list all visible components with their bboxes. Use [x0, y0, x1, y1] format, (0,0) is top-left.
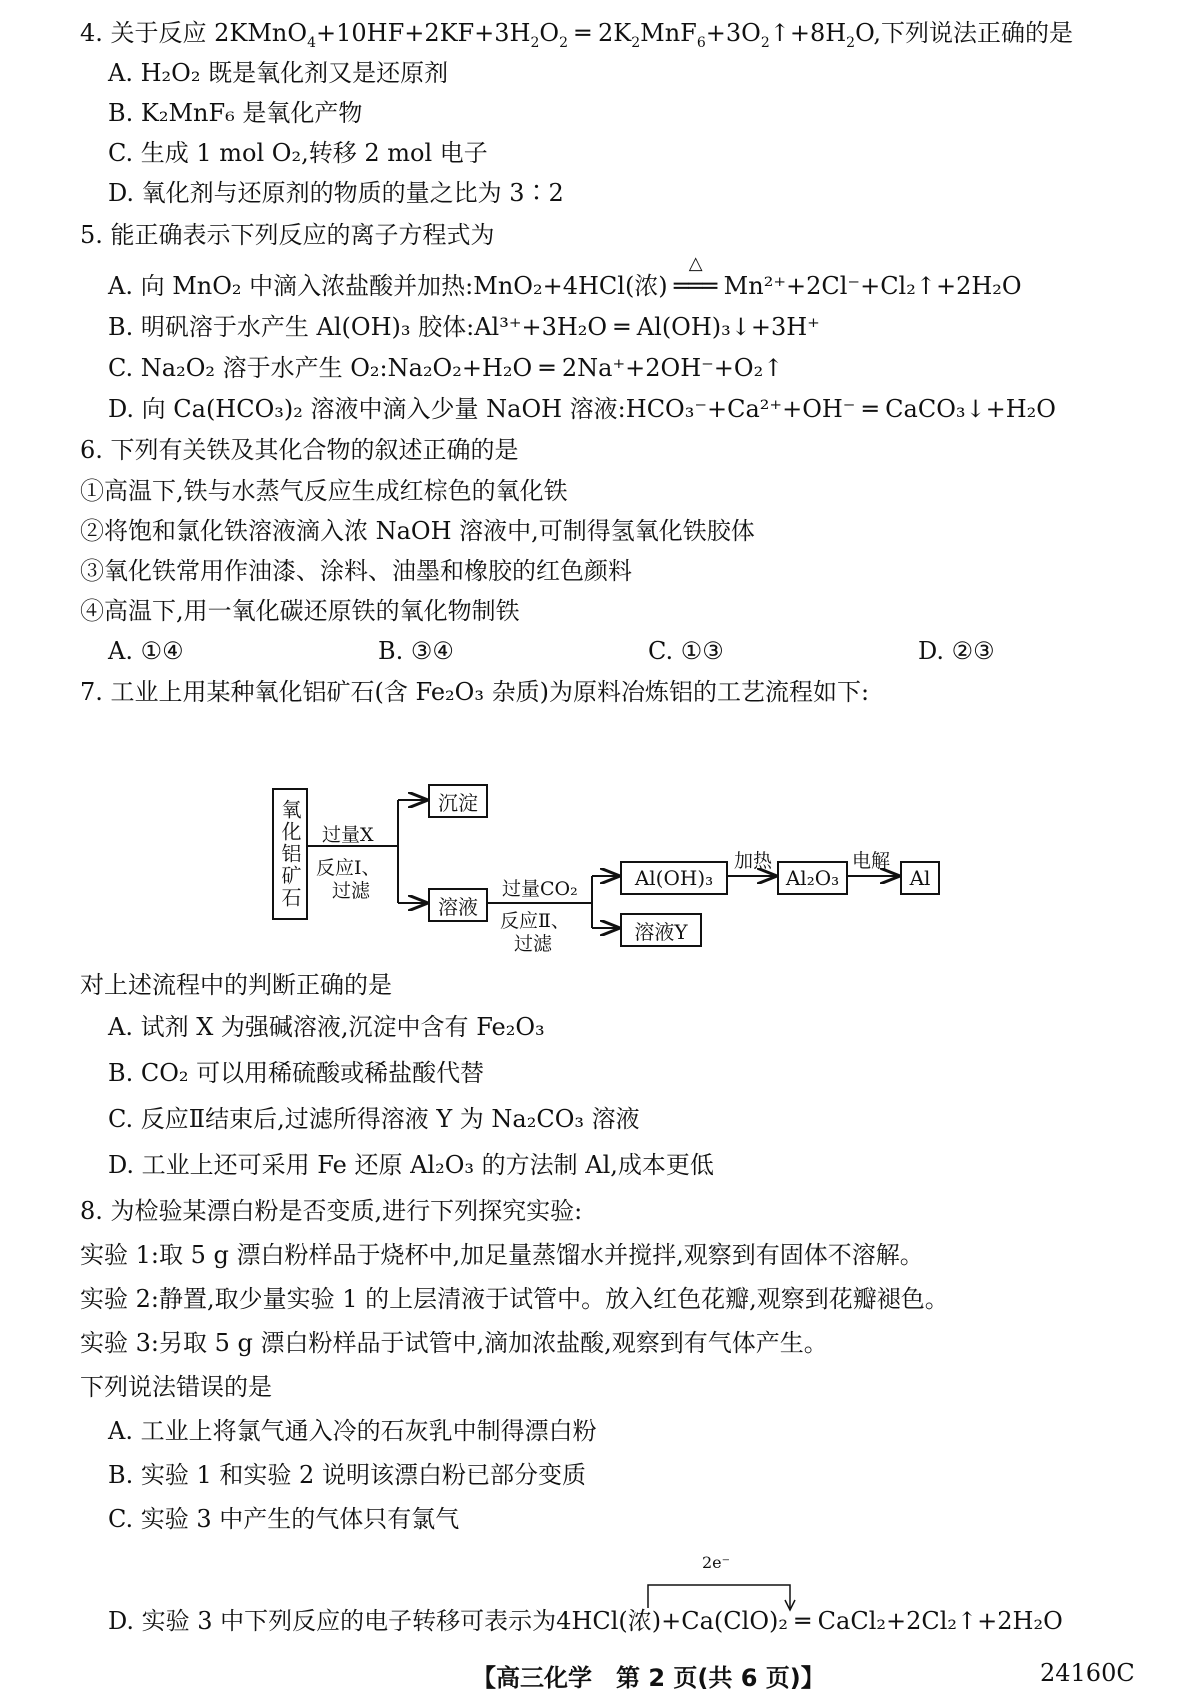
flow-reaction-1: 反应Ⅰ、	[316, 857, 381, 879]
q7-stem: 7. 工业上用某种氧化铝矿石(含 Fe₂O₃ 杂质)为原料冶炼铝的工艺流程如下:	[80, 678, 870, 706]
q5-a-eq-right: Mn²⁺+2Cl⁻+Cl₂↑+2H₂O	[723, 272, 1022, 300]
q7-option-b: B. CO₂ 可以用稀硫酸或稀盐酸代替	[108, 1059, 485, 1087]
flow-box-solution-y: 溶液Y	[620, 913, 702, 947]
q4-stem-pre: 4. 关于反应 2KMnO	[80, 19, 308, 47]
flow-co2: 过量CO₂	[502, 878, 578, 900]
q8-d-text: D. 实验 3 中下列反应的电子转移可表示为	[108, 1607, 557, 1635]
exam-code: 24160C	[1040, 1659, 1135, 1687]
q6-option-a: A. ①④	[108, 637, 184, 665]
flow-x-reagent: 过量X	[322, 824, 374, 846]
flow-box-aloh3: Al(OH)₃	[620, 861, 728, 895]
page-footer: 【高三化学 第 2 页(共 6 页)】	[472, 1664, 825, 1692]
q4-option-a: A. H₂O₂ 既是氧化剂又是还原剂	[108, 59, 449, 87]
q4-stem-post: ,下列说法正确的是	[873, 19, 1073, 47]
q7-option-a: A. 试剂 X 为强碱溶液,沉淀中含有 Fe₂O₃	[108, 1013, 545, 1041]
flow-filter-1: 过滤	[332, 880, 371, 902]
flow-heat: 加热	[734, 850, 773, 872]
q6-statement-2: ②将饱和氯化铁溶液滴入浓 NaOH 溶液中,可制得氢氧化铁胶体	[80, 517, 755, 545]
q8-experiment-1: 实验 1:取 5 g 漂白粉样品于烧杯中,加足量蒸馏水并搅拌,观察到有固体不溶解。	[80, 1241, 924, 1269]
q6-option-c: C. ①③	[648, 637, 724, 665]
q8-option-c: C. 实验 3 中产生的气体只有氯气	[108, 1505, 460, 1533]
q7-judge: 对上述流程中的判断正确的是	[80, 971, 392, 999]
q6-option-b: B. ③④	[378, 637, 454, 665]
flow-ore-label: 氧化铝矿石	[278, 799, 302, 909]
flow-filter-2: 过滤	[514, 933, 553, 955]
q5-stem: 5. 能正确表示下列反应的离子方程式为	[80, 221, 495, 249]
q5-option-c: C. Na₂O₂ 溶于水产生 O₂:Na₂O₂+H₂O ═ 2Na⁺+2OH⁻+O₂↑	[108, 354, 784, 382]
q4-option-d: D. 氧化剂与还原剂的物质的量之比为 3∶2	[108, 179, 564, 207]
q8-experiment-2: 实验 2:静置,取少量实验 1 的上层清液于试管中。放入红色花瓣,观察到花瓣褪色。	[80, 1285, 949, 1313]
flow-box-al: Al	[900, 861, 940, 895]
q8-option-b: B. 实验 1 和实验 2 说明该漂白粉已部分变质	[108, 1461, 586, 1489]
flow-box-solution: 溶液	[428, 888, 488, 922]
q5-option-d: D. 向 Ca(HCO₃)₂ 溶液中滴入少量 NaOH 溶液:HCO₃⁻+Ca²⁺+OH⁻ ═ CaCO₃↓+H₂O	[108, 395, 1056, 423]
heat-condition-symbol: △	[688, 253, 703, 274]
q4-option-c: C. 生成 1 mol O₂,转移 2 mol 电子	[108, 139, 488, 167]
q8-d-equation: 4HCl(浓)+Ca(ClO)₂ ═ CaCl₂+2Cl₂↑+2H₂O	[556, 1607, 1063, 1635]
q4-option-b: B. K₂MnF₆ 是氧化产物	[108, 99, 363, 127]
q6-option-d: D. ②③	[918, 637, 995, 665]
q5-option-b: B. 明矾溶于水产生 Al(OH)₃ 胶体:Al³⁺+3H₂O ═ Al(OH)₃↓+3H⁺	[108, 313, 820, 341]
q6-stem: 6. 下列有关铁及其化合物的叙述正确的是	[80, 436, 519, 464]
q6-statement-3: ③氧化铁常用作油漆、涂料、油墨和橡胶的红色颜料	[80, 557, 632, 585]
q8-experiment-3: 实验 3:另取 5 g 漂白粉样品于试管中,滴加浓盐酸,观察到有气体产生。	[80, 1329, 828, 1357]
electron-transfer-label: 2e⁻	[702, 1553, 731, 1572]
flow-electrolysis: 电解	[852, 850, 891, 872]
q5-a-eq-sign: △ ═══	[668, 271, 724, 301]
q5-a-eq-left: MnO₂+4HCl(浓)	[473, 272, 668, 300]
q7-option-d: D. 工业上还可采用 Fe 还原 Al₂O₃ 的方法制 Al,成本更低	[108, 1151, 714, 1179]
q8-wrong-prompt: 下列说法错误的是	[80, 1373, 272, 1401]
flow-reaction-2: 反应Ⅱ、	[500, 910, 570, 932]
flow-box-precipitate: 沉淀	[428, 784, 488, 818]
q8-option-d	[108, 1606, 1063, 1636]
flow-box-al2o3: Al₂O₃	[777, 861, 848, 895]
q4-stem: 4. 关于反应 $2KMnO_4+10HF+2KF+3H_2O_2$ ═ $2K_2MnF_6+3O_2↑+8H_2O$,下列说法正确的是	[80, 19, 1073, 51]
q8-stem: 8. 为检验某漂白粉是否变质,进行下列探究实验:	[80, 1197, 583, 1225]
q6-statement-4: ④高温下,用一氧化碳还原铁的氧化物制铁	[80, 597, 520, 625]
q5-a-label: A. 向 MnO₂ 中滴入浓盐酸并加热:	[108, 272, 474, 300]
q6-statement-1: ①高温下,铁与水蒸气反应生成红棕色的氧化铁	[80, 477, 568, 505]
q7-option-c: C. 反应Ⅱ结束后,过滤所得溶液 Y 为 Na₂CO₃ 溶液	[108, 1105, 640, 1133]
q8-option-a: A. 工业上将氯气通入冷的石灰乳中制得漂白粉	[108, 1417, 597, 1445]
